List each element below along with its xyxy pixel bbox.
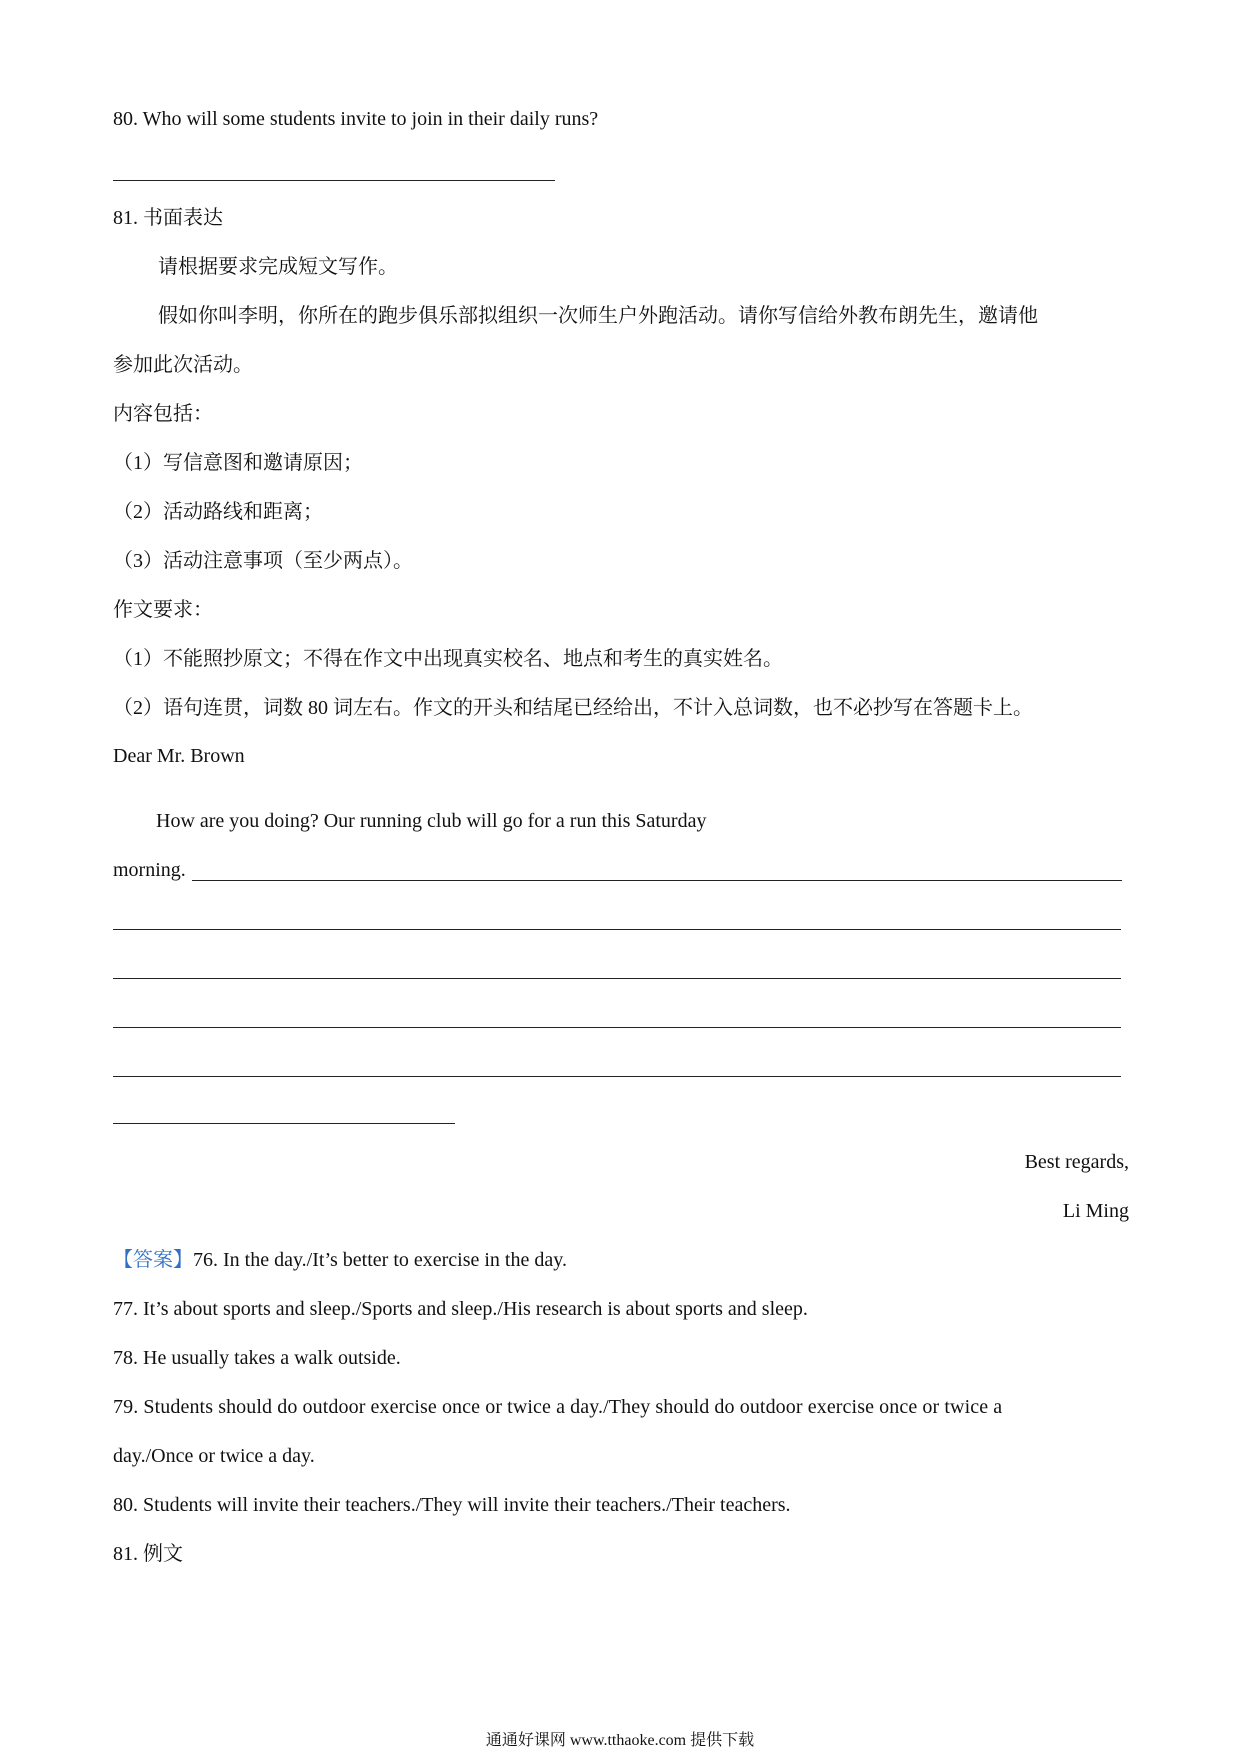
content-item-3: （3）活动注意事项（至少两点）。 <box>113 550 413 572</box>
answer-79b: day./Once or twice a day. <box>113 1445 315 1467</box>
instruction-2b: 参加此次活动。 <box>113 354 253 376</box>
answer-76 <box>113 1250 567 1270</box>
writing-line-5[interactable] <box>113 1076 1121 1077</box>
writing-line-4[interactable] <box>113 1027 1121 1028</box>
answer-77: 77. It’s about sports and sleep./Sports and sleep./His research is about sports and sleep. <box>113 1298 808 1320</box>
letter-closing: Best regards, <box>1024 1151 1129 1173</box>
answer-76-text: 76. In the day./It’s better to exercise in the day. <box>193 1249 567 1271</box>
answer-81: 81. 例文 <box>113 1543 183 1565</box>
letter-opening: How are you doing? Our running club will go for a run this Saturday <box>156 810 707 832</box>
answer-78: 78. He usually takes a walk outside. <box>113 1347 401 1369</box>
content-item-1: （1）写信意图和邀请原因； <box>113 452 363 474</box>
question-81-title: 81. 书面表达 <box>113 207 223 229</box>
requirement-heading: 作文要求： <box>113 599 213 621</box>
content-item-2: （2）活动路线和距离； <box>113 501 323 523</box>
instruction-2a: 假如你叫李明，你所在的跑步俱乐部拟组织一次师生户外跑活动。请你写信给外教布朗先生，邀请他 <box>158 305 1038 327</box>
letter-opening-cont: morning. <box>113 859 186 881</box>
answer-tag: 【答案】 <box>113 1249 193 1271</box>
requirement-item-2: （2）语句连贯，词数 80 词左右。作文的开头和结尾已经给出，不计入总词数，也不必抄写在答题卡上。 <box>113 697 1033 719</box>
writing-line-1[interactable] <box>192 880 1122 881</box>
page-footer: 通通好课网 www.tthaoke.com 提供下载 <box>485 1732 755 1749</box>
letter-salutation: Dear Mr. Brown <box>113 745 245 767</box>
question-80: 80. Who will some students invite to join in their daily runs? <box>113 108 599 130</box>
instruction-1: 请根据要求完成短文写作。 <box>158 256 398 278</box>
content-heading: 内容包括： <box>113 403 213 425</box>
writing-line-3[interactable] <box>113 978 1121 979</box>
writing-line-6[interactable] <box>113 1123 455 1124</box>
answer-79a: 79. Students should do outdoor exercise once or twice a day./They should do outdoor exercise once or twice a <box>113 1396 1003 1418</box>
writing-line-2[interactable] <box>113 929 1121 930</box>
requirement-item-1: （1）不能照抄原文；不得在作文中出现真实校名、地点和考生的真实姓名。 <box>113 648 783 670</box>
letter-signature: Li Ming <box>1062 1200 1129 1222</box>
answer-80: 80. Students will invite their teachers./They will invite their teachers./Their teachers. <box>113 1494 791 1516</box>
answer-line-80[interactable] <box>113 180 555 181</box>
